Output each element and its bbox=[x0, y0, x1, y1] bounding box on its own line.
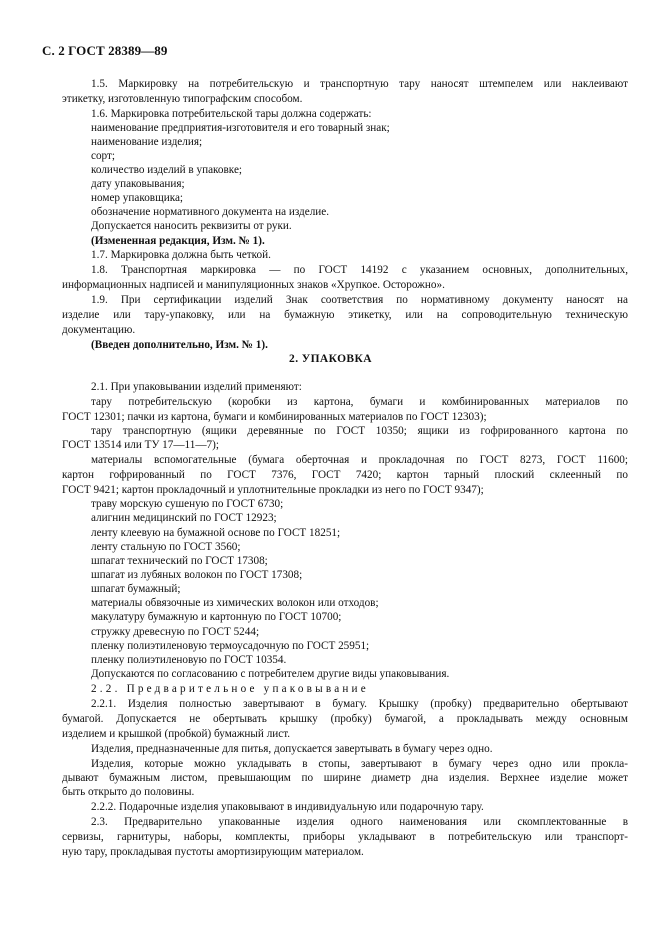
text-line: документацию. bbox=[62, 324, 136, 336]
text-line: ГОСТ 12301; пачки из картона, бумаги и комбинированных материалов по ГОСТ 12303); bbox=[62, 411, 487, 423]
text-line: 2.2.2. Подарочные изделия упаковывают в индивидуальную или подарочную тару. bbox=[91, 801, 484, 813]
text-line: 2.1. При упаковывании изделий применяют: bbox=[91, 381, 302, 393]
text-line: 1.8. Транспортная маркировка — по ГОСТ 14192 с указанием основных, дополнительных, bbox=[91, 264, 628, 276]
text-line: номер упаковщика; bbox=[91, 192, 184, 204]
text-line: изделием и крышкой (пробкой) бумажный лист. bbox=[62, 728, 291, 740]
text-line: Изделия, предназначенные для питья, допускается завертывать в бумагу через одно. bbox=[91, 743, 493, 755]
text-line: траву морскую сушеную по ГОСТ 6730; bbox=[91, 498, 284, 510]
text-line: ГОСТ 9421; картон прокладочный и уплотнительные прокладки из него по ГОСТ 9347); bbox=[62, 484, 484, 496]
text-line: Допускается наносить реквизиты от руки. bbox=[91, 220, 292, 232]
text-line: шпагат из лубяных волокон по ГОСТ 17308; bbox=[91, 569, 303, 581]
text-line: алигнин медицинский по ГОСТ 12923; bbox=[91, 512, 277, 524]
text-line: 1.5. Маркировку на потребительскую и транспортную тару наносят штемпелем или наклеивают bbox=[91, 78, 628, 90]
text-line: 1.7. Маркировка должна быть четкой. bbox=[91, 249, 271, 261]
text-line: быть открыто до половины. bbox=[62, 786, 195, 798]
text-line: дывают бумажным листом, превышающим по ширине диаметр дна изделия. Верхнее изделие может bbox=[62, 772, 628, 784]
text-line: Допускаются по согласованию с потребителем другие виды упаковывания. bbox=[91, 668, 450, 680]
text-line: сервизы, гарнитуры, наборы, комплекты, приборы укладывают в потребительскую или транспорт- bbox=[62, 831, 628, 843]
text-line: этикетку, изготовленную типографским способом. bbox=[62, 93, 303, 105]
text-line: тару транспортную (ящики деревянные по ГОСТ 10350; ящики из гофрированного картона по bbox=[91, 425, 628, 437]
amendment-note: (Введен дополнительно, Изм. № 1). bbox=[91, 339, 268, 351]
text-line: тару потребительскую (коробки из картона, бумаги и комбинированных материалов по bbox=[91, 396, 628, 408]
text-line: 2.2.1. Изделия полностью завертывают в бумагу. Крышку (пробку) предварительно обертывают bbox=[91, 698, 628, 710]
text-line: пленку полиэтиленовую по ГОСТ 10354. bbox=[91, 654, 287, 666]
subsection-title: 2.2. Предварительное упаковывание bbox=[91, 683, 369, 695]
section-title: 2. УПАКОВКА bbox=[289, 353, 372, 365]
text-line: пленку полиэтиленовую термоусадочную по ГОСТ 25951; bbox=[91, 640, 370, 652]
text-line: картон гофрированный по ГОСТ 7376, ГОСТ 7420; картон тарный плоский склеенный по bbox=[62, 469, 628, 481]
text-line: ную тару, прокладывая пустоты амортизирующим материалом. bbox=[62, 846, 364, 858]
text-line: наименование изделия; bbox=[91, 136, 203, 148]
text-line: ГОСТ 13514 или ТУ 17—11—7); bbox=[62, 439, 219, 451]
text-line: материалы вспомогательные (бумага оберточная и прокладочная по ГОСТ 8273, ГОСТ 11600; bbox=[91, 454, 628, 466]
text-line: информационных надписей и манипуляционных знаков «Хрупкое. Осторожно». bbox=[62, 279, 445, 291]
text-line: количество изделий в упаковке; bbox=[91, 164, 243, 176]
text-line: изделие или тару-упаковку, или на бумажную этикетку, или на сопроводительную техническую bbox=[62, 309, 628, 321]
text-line: шпагат технический по ГОСТ 17308; bbox=[91, 555, 268, 567]
text-line: стружку древесную по ГОСТ 5244; bbox=[91, 626, 260, 638]
text-line: шпагат бумажный; bbox=[91, 583, 181, 595]
text-line: 2.3. Предварительно упакованные изделия одного наименования или скомплектованные в bbox=[91, 816, 628, 828]
text-line: материалы обвязочные из химических волокон или отходов; bbox=[91, 597, 379, 609]
text-line: макулатуру бумажную и картонную по ГОСТ 10700; bbox=[91, 611, 342, 623]
text-line: ленту стальную по ГОСТ 3560; bbox=[91, 541, 241, 553]
text-line: Изделия, которые можно укладывать в стопы, завертывают в бумагу через одно или прокла- bbox=[91, 758, 628, 770]
amendment-note: (Измененная редакция, Изм. № 1). bbox=[91, 235, 265, 247]
text-line: 1.6. Маркировка потребительской тары должна содержать: bbox=[91, 108, 372, 120]
page-header: С. 2 ГОСТ 28389—89 bbox=[42, 43, 168, 58]
text-line: ленту клеевую на бумажной основе по ГОСТ 18251; bbox=[91, 527, 341, 539]
text-line: дату упаковывания; bbox=[91, 178, 185, 190]
text-line: 1.9. При сертификации изделий Знак соответствия по нормативному документу наносят на bbox=[91, 294, 628, 306]
text-line: наименование предприятия-изготовителя и его товарный знак; bbox=[91, 122, 390, 134]
text-line: обозначение нормативного документа на изделие. bbox=[91, 206, 330, 218]
text-line: бумагой. Допускается не обертывать крышку (пробку) бумагой, а прокладывать между основным bbox=[62, 713, 628, 725]
text-line: сорт; bbox=[91, 150, 116, 162]
